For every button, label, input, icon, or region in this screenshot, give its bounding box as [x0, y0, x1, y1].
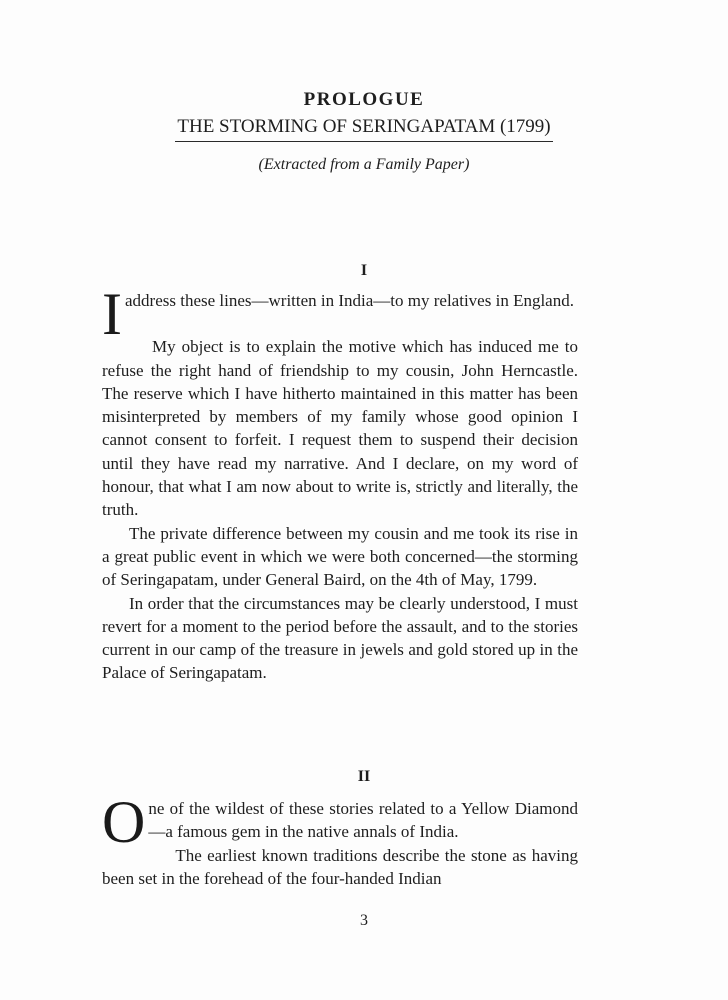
chapter-title: THE STORMING OF SERINGAPATAM (1799) [175, 114, 552, 142]
dropcap: O [102, 789, 146, 855]
paragraph [102, 789, 578, 855]
section-one-text [102, 281, 578, 685]
prologue-heading: PROLOGUE [303, 89, 425, 110]
page-number: 3 [360, 912, 368, 929]
paragraph: The private difference between my cousin and me took its rise in a great public event in which we were both concerned—the storming of Seringapatam, under General Baird, on the 4th of May, 1799. [102, 523, 578, 590]
section-number-one: I [360, 262, 368, 279]
paragraph: The earliest known traditions describe the stone as having been set in the forehead of the four-handed Indian [102, 845, 578, 888]
section-two-text [102, 789, 578, 890]
paragraph-text: ne of the wildest of these stories related to a Yellow Diamond—a famous gem in the native annals of India. [148, 799, 578, 842]
title-block [0, 88, 728, 174]
paragraph [102, 281, 578, 347]
paragraph: In order that the circumstances may be clearly understood, I must revert for a moment to the period before the assault, and to the stories current in our camp of the treasure in jewels and gold stored up in the Palace of Seringapatam. [102, 593, 578, 683]
paragraph-text: address these lines—written in India—to my relatives in England. [124, 291, 574, 310]
dropcap: I [102, 281, 122, 347]
section-number-two: II [357, 768, 371, 785]
paragraph: My object is to explain the motive which has induced me to refuse the right hand of friendship to my cousin, John Herncastle. The reserve which I have hitherto maintained in this matter has been misinterpreted by members of my family whose good opinion I cannot consent to forfeit. I request them to suspend their decision until they have read my narrative. And I declare, on my word of honour, that what I am now about to write is, strictly and literally, the truth. [102, 337, 578, 520]
source-note: (Extracted from a Family Paper) [258, 156, 470, 173]
